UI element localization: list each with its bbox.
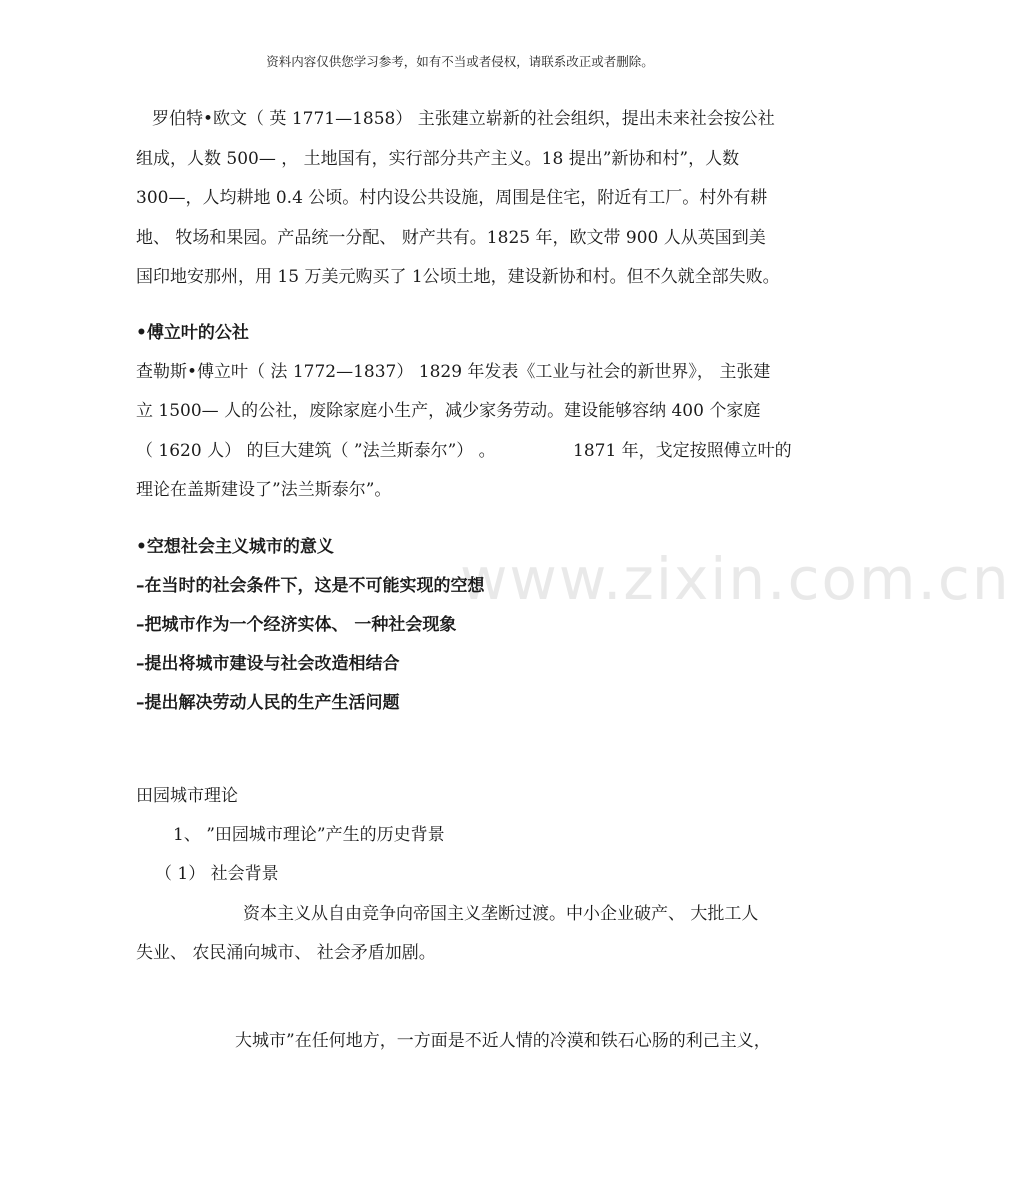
- fourier-line-4: 理论在盖斯建设了”法兰斯泰尔”。: [136, 480, 392, 500]
- owen-line-4: 地、 牧场和果园。产品统一分配、 财产共有。1825 年，欧文带 900 人从英国到美: [136, 228, 766, 248]
- fourier-heading: •傅立叶的公社: [136, 323, 249, 343]
- garden-city-subtitle: 1、 ”田园城市理论”产生的历史背景: [173, 825, 445, 845]
- significance-item-4: –提出解决劳动人民的生产生活问题: [136, 693, 400, 713]
- owen-line-1: 罗伯特•欧文（ 英 1771—1858） 主张建立崭新的社会组织，提出未来社会按公社: [152, 109, 775, 129]
- significance-item-3: –提出将城市建设与社会改造相结合: [136, 654, 400, 674]
- background-line-1: 资本主义从自由竞争向帝国主义垄断过渡。中小企业破产、 大批工人: [243, 904, 759, 924]
- garden-city-title: 田园城市理论: [136, 786, 238, 806]
- social-background-heading: （ 1） 社会背景: [155, 864, 279, 884]
- owen-line-3: 300—，人均耕地 0.4 公顷。村内设公共设施，周围是住宅，附近有工厂。村外有耕: [136, 188, 768, 208]
- owen-line-5: 国印地安那州，用 15 万美元购买了 1公顷土地，建设新协和村。但不久就全部失败。: [136, 267, 780, 287]
- background-line-2: 失业、 农民涌向城市、 社会矛盾加剧。: [136, 943, 436, 963]
- fourier-line-2: 立 1500— 人的公社，废除家庭小生产，减少家务劳动。建设能够容纳 400 个家庭: [136, 401, 761, 421]
- fourier-line-3b: 1871 年，戈定按照傅立叶的: [573, 441, 792, 461]
- copyright-notice: 资料内容仅供您学习参考，如有不当或者侵权，请联系改正或者删除。: [266, 54, 654, 69]
- watermark: www.zixin.com.cn: [460, 545, 1011, 613]
- fourier-line-1: 查勒斯•傅立叶（ 法 1772—1837） 1829 年发表《工业与社会的新世界》， 主张建: [136, 362, 771, 382]
- significance-item-2: –把城市作为一个经济实体、 一种社会现象: [136, 615, 457, 635]
- significance-heading: •空想社会主义城市的意义: [136, 537, 334, 557]
- big-city-line: 大城市”在任何地方，一方面是不近人情的冷漠和铁石心肠的利己主义，: [235, 1031, 771, 1051]
- fourier-line-3a: （ 1620 人） 的巨大建筑（ ”法兰斯泰尔”） 。: [136, 441, 496, 461]
- owen-line-2: 组成，人数 500— ， 土地国有，实行部分共产主义。18 提出”新协和村”，人数: [136, 149, 740, 169]
- significance-item-1: –在当时的社会条件下，这是不可能实现的空想: [136, 576, 485, 596]
